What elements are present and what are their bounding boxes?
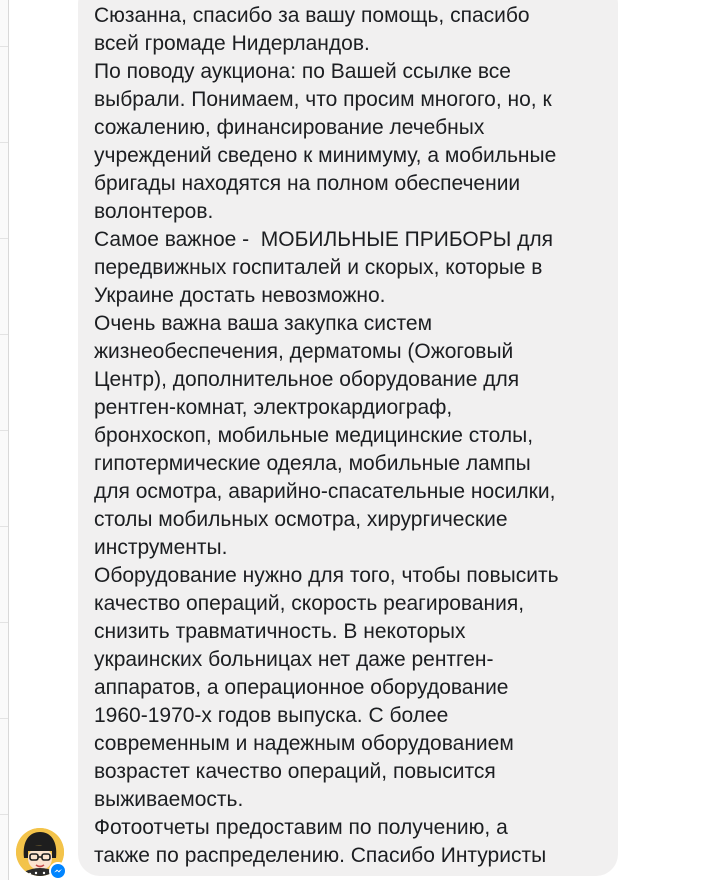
message-line: жизнеобеспечения, дерматомы (Ожоговый [94, 340, 514, 363]
rail-divider [0, 526, 8, 527]
message-line: гипотермические одеяла, мобильные лампы [94, 452, 531, 475]
message-line: Самое важное - МОБИЛЬНЫЕ ПРИБОРЫ для [94, 228, 554, 251]
conversation-list-edge [0, 0, 9, 880]
message-line: сожалению, финансирование лечебных [94, 116, 485, 139]
message-line: 1960-1970-х годов выпуска. С более [94, 704, 449, 727]
message-line: современным и надежным оборудованием [94, 732, 514, 755]
message-line: столы мобильных осмотра, хирургические [94, 508, 508, 531]
message-line: учреждений сведено к минимуму, а мобильные [94, 144, 557, 167]
rail-divider [0, 718, 8, 719]
message-line: качество операций, скорость реагирования, [94, 592, 525, 615]
message-line: возрастет качество операций, повысится [94, 760, 496, 783]
message-line: Сюзанна, спасибо за вашу помощь, спасибо [94, 4, 530, 27]
message-line: для осмотра, аварийно-спасательные носилки, [94, 480, 556, 503]
message-line: Центр), дополнительное оборудование для [94, 368, 520, 391]
message-line: украинских больницах нет даже рентген- [94, 648, 494, 671]
rail-divider [0, 622, 8, 623]
rail-divider [0, 430, 8, 431]
message-line: всей громаде Нидерландов. [94, 32, 370, 55]
messenger-bolt-glyph [53, 866, 63, 876]
message-line: Украине достать невозможно. [94, 284, 386, 307]
messenger-icon [49, 862, 67, 880]
message-line: инструменты. [94, 536, 228, 559]
rail-divider [0, 238, 8, 239]
message-line: По поводу аукциона: по Вашей ссылке все [94, 60, 511, 83]
message-line: бронхоскоп, мобильные медицинские столы, [94, 424, 534, 447]
message-line: снизить травматичность. В некоторых [94, 620, 466, 643]
message-line: аппаратов, а операционное оборудование [94, 676, 509, 699]
message-line: выбрали. Понимаем, что просим многого, но, к [94, 88, 552, 111]
message-line: также по распределению. Спасибо Интуристы [94, 844, 547, 867]
message-line: Фотоотчеты предоставим по получению, а [94, 816, 508, 839]
message-bubble[interactable] [78, 0, 618, 876]
message-line: передвижных госпиталей и скорых, которые в [94, 256, 543, 279]
rail-divider [0, 334, 8, 335]
message-line: Оборудование нужно для того, чтобы повысить [94, 564, 559, 587]
message-line: Очень важна ваша закупка систем [94, 312, 433, 335]
message-line: выживаемость. [94, 788, 244, 811]
rail-divider [0, 814, 8, 815]
message-line: бригады находятся на полном обеспечении [94, 172, 521, 195]
rail-divider [0, 142, 8, 143]
message-line: волонтеров. [94, 200, 214, 223]
message-line: рентген-комнат, электрокардиограф, [94, 396, 453, 419]
rail-divider [0, 46, 8, 47]
